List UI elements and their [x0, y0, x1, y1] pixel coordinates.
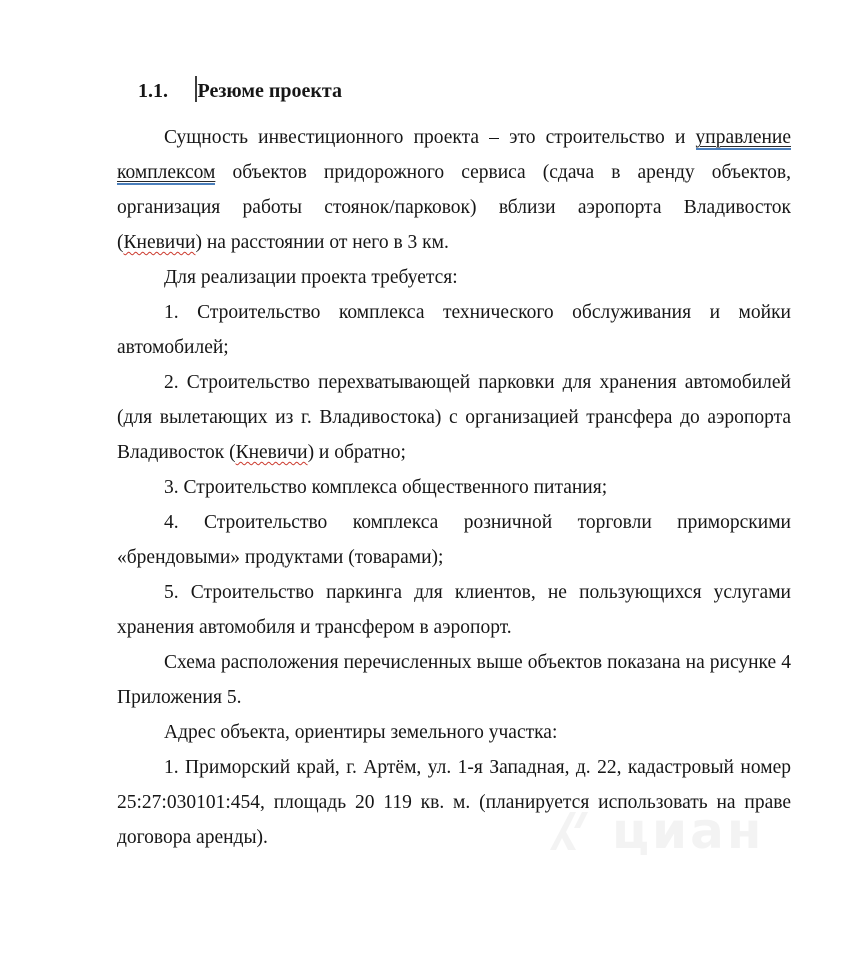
paragraph [117, 260, 791, 295]
paragraph [117, 120, 791, 260]
text-run: 4. Строительство комплекса розничной торговли приморскими «брендовыми» продуктами (товарами); [117, 512, 791, 568]
grammar-flagged-underlined-text: управление комплексом [117, 127, 791, 183]
cian-watermark-text: циан [612, 802, 765, 860]
text-run: 1. Строительство комплекса технического обслуживания и мойки автомобилей; [117, 302, 791, 358]
text-cursor [195, 76, 197, 102]
spellcheck-flagged-text: Кневичи [123, 232, 196, 253]
paragraph [117, 715, 791, 750]
section-title: Резюме проекта [197, 80, 343, 102]
paragraph [117, 295, 791, 365]
document-body [117, 120, 791, 860]
text-run: 3. Строительство комплекса общественного питания; [164, 477, 608, 498]
text-run: ) на расстоянии от него в 3 км. [195, 232, 449, 253]
spellcheck-flagged-text: Кневичи [235, 442, 308, 463]
paragraph [117, 365, 791, 470]
paragraph [117, 470, 791, 505]
text-run: 1. Приморский край, г. Артём, ул. 1-я Западная, д. 22, кадастровый номер 25:27:030101:454, площадь 20 119 кв. м. (планируется использовать на праве договора аренды). [117, 757, 791, 848]
section-heading [117, 74, 791, 109]
text-run: Адрес объекта, ориентиры земельного участка: [164, 722, 558, 743]
text-run: Схема расположения перечисленных выше объектов показана на рисунке 4 Приложения 5. [117, 652, 791, 708]
section-number: 1.1. [138, 80, 168, 102]
document-content [117, 74, 791, 860]
paragraph [117, 645, 791, 715]
text-run: Для реализации проекта требуется: [164, 267, 458, 288]
paragraph [117, 505, 791, 575]
text-run: 5. Строительство паркинга для клиентов, не пользующихся услугами хранения автомобиля и трансфером в аэропорт. [117, 582, 791, 638]
text-run: объектов придорожного сервиса (сдача в аренду объектов, организация работы стоянок/парковок) вблизи аэропорта Владивосток ( [117, 162, 791, 253]
paragraph [117, 750, 791, 860]
text-run: 2. Строительство перехватывающей парковки для хранения автомобилей (для вылетающих из г. Владивостока) с организацией трансфера до аэропорта Владивосток ( [117, 372, 791, 463]
text-run: ) и обратно; [307, 442, 406, 463]
paragraph [117, 575, 791, 645]
text-run: Сущность инвестиционного проекта – это строительство и [164, 127, 696, 148]
